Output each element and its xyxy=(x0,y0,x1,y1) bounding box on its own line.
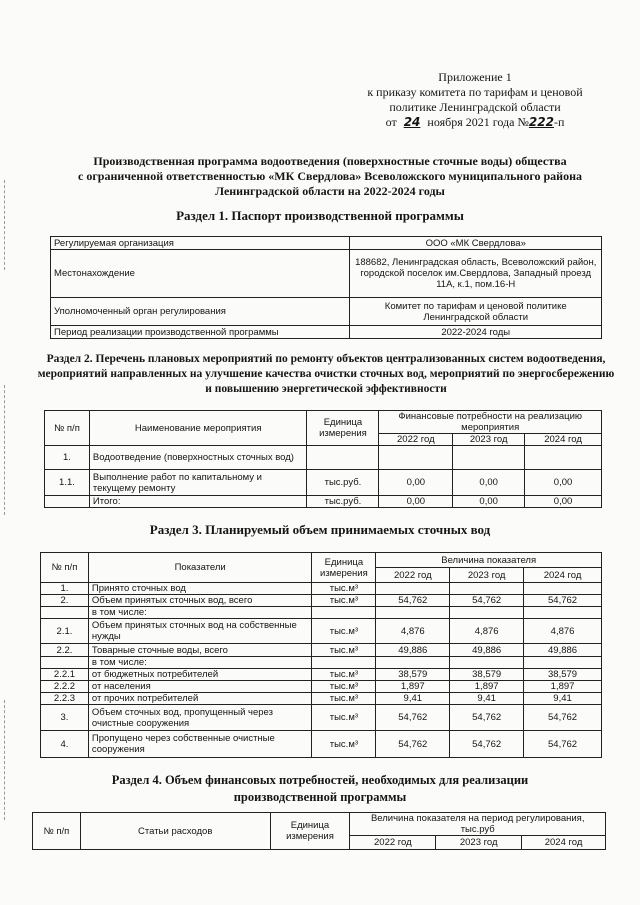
measures-table: № п/п Наименование мероприятия Единица измерения Финансовые потребности на реализацию мероприятия 2022 год 2023 год 2024 год 1. Водоотведение (поверхностных сточных вод) 1.1. Выполнение работ по капитальному и текущему ремонту тыс.руб. 0,00 0,00 0,00 Итого: тыс.руб. 0,00 0,00 0,00 xyxy=(44,410,602,508)
table-row: в том числе: xyxy=(41,657,602,669)
appendix-date-line: от 24 ноября 2021 года №222-п xyxy=(385,115,565,129)
passport-row: Местонахождение 188682, Ленинградская область, Всеволожский район, городской поселок им.Свердлова, Западный проезд 11А, к.1, пом.16-Н xyxy=(51,250,602,298)
passport-table xyxy=(50,236,602,339)
table-row: 2.2.2 от населения тыс.м³ 1,897 1,897 1,897 xyxy=(41,681,602,693)
table-row: Итого: тыс.руб. 0,00 0,00 0,00 xyxy=(45,496,602,508)
appendix-block xyxy=(350,70,600,130)
section3-heading: Раздел 3. Планируемый объем принимаемых сточных вод xyxy=(149,522,491,537)
table-row: 1. Принято сточных вод тыс.м³ xyxy=(41,583,602,595)
table-row: 3. Объем сточных вод, пропущенный через очистные сооружения тыс.м³ 54,762 54,762 54,762 xyxy=(41,705,602,731)
binder-mark-top xyxy=(4,180,6,270)
finance-table: № п/п Статьи расходов Единица измерения Величина показателя на период регулирования, тыс.руб 2022 год 2023 год 2024 год xyxy=(32,812,606,850)
appendix-day: 24 xyxy=(403,115,421,129)
binder-mark-bottom xyxy=(4,700,6,820)
table-row: 4. Пропущено через собственные очистные сооружения тыс.м³ 54,762 54,762 54,762 xyxy=(41,731,602,758)
table-row: 2.2. Товарные сточные воды, всего тыс.м³ 49,886 49,886 49,886 xyxy=(41,644,602,657)
table-row: 2.2.1 от бюджетных потребителей тыс.м³ 38,579 38,579 38,579 xyxy=(41,669,602,681)
passport-row: Регулируемая организация ООО «МК Свердлова» xyxy=(51,237,602,250)
table-row: 2.2.3 от прочих потребителей тыс.м³ 9,41 9,41 9,41 xyxy=(41,693,602,705)
appendix-line3: политике Ленинградской области xyxy=(389,100,561,114)
section2-heading: Раздел 2. Перечень плановых мероприятий по ремонту объектов централизованных систем водоотведения, мероприятий направленных на улучшение качества очистки сточных вод, мероприятий по энергосбережению и повышению энергетической эффективности xyxy=(37,353,615,395)
passport-row: Период реализации производственной программы 2022-2024 годы xyxy=(51,326,602,339)
table-row: в том числе: xyxy=(41,607,602,619)
section4-heading: Раздел 4. Объем финансовых потребностей, необходимых для реализации производственной программы xyxy=(111,773,529,804)
table-row: 2.1. Объем принятых сточных вод на собственные нужды тыс.м³ 4,876 4,876 4,876 xyxy=(41,619,602,644)
document-title: Производственная программа водоотведения (поверхностные сточные воды) общества с ограниченной ответственностью «МК Свердлова» Всеволожского муниципального района Ленинградской области на 2022-2024 годы xyxy=(78,154,582,198)
appendix-number: 222 xyxy=(528,115,554,129)
passport-row: Уполномоченный орган регулирования Комитет по тарифам и ценовой политике Ленинградской области xyxy=(51,298,602,326)
table-row: 2. Объем принятых сточных вод, всего тыс.м³ 54,762 54,762 54,762 xyxy=(41,595,602,607)
table-row: 1. Водоотведение (поверхностных сточных вод) xyxy=(45,446,602,470)
appendix-line2: к приказу комитета по тарифам и ценовой xyxy=(367,85,583,99)
binder-mark-middle xyxy=(4,385,6,515)
volumes-table: № п/п Показатели Единица измерения Величина показателя 2022 год 2023 год 2024 год 1. Принято сточных вод тыс.м³ 2. Объем принятых сточных вод, всего тыс.м³ 54,762 54,762 54,762 в том числе: 2.1. Объем принятых сточных вод на собственные нужды тыс.м³ 4,876 4,876 4,876 2.2. Товарные сточные воды, всего тыс.м³ 49,886 49,886 49,886 в том числе: 2.2.1 от бюджетных потребителей тыс.м³ 38,579 38,579 38,579 2.2.2 от населения тыс.м³ 1,897 1,897 1,897 2.2.3 от прочих потребителей тыс.м³ 9,41 9,41 9,41 3. Объем сточных вод, пропущенный через очистные сооружения тыс.м³ 54,762 54,762 54,762 4. Пропущено через собственные очистные сооружения тыс.м³ 54,762 54,762 54,762 xyxy=(40,552,602,758)
section1-heading: Раздел 1. Паспорт производственной программы xyxy=(176,208,464,223)
table-row: 1.1. Выполнение работ по капитальному и текущему ремонту тыс.руб. 0,00 0,00 0,00 xyxy=(45,470,602,496)
appendix-line1: Приложение 1 xyxy=(438,70,512,84)
